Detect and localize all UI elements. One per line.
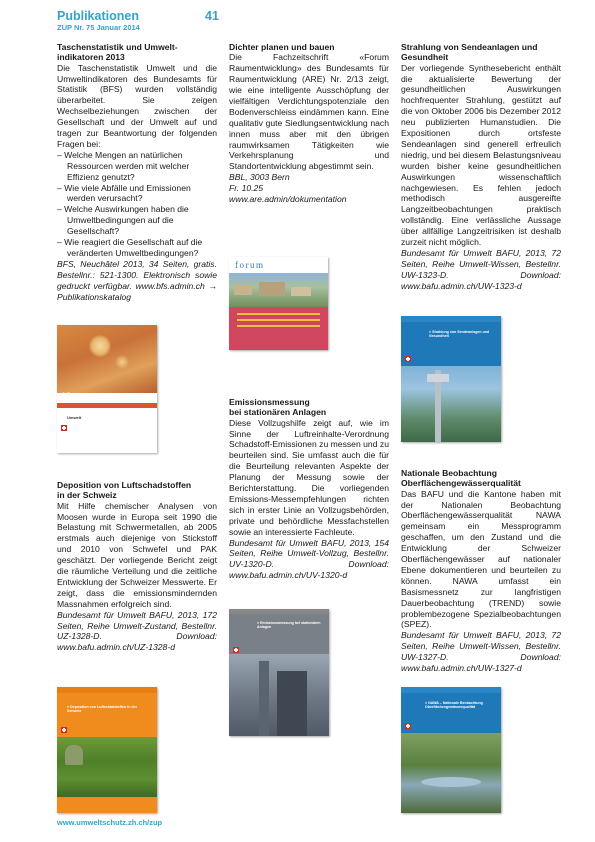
river-shape [421, 777, 481, 787]
swiss-flag-icon [61, 727, 67, 733]
cover-brand: forum [235, 260, 265, 270]
article-meta: BFS, Neuchâtel 2013, 34 Seiten, gratis. Bestellnr.: 521-1300. Elektronisch sowie gedruckt verfügbar. www.bfs.admin.ch → Publikationskatalog [57, 258, 217, 302]
cover-photo [57, 325, 157, 393]
article-meta: Bundesamt für Umwelt BAFU, 2013, 72 Seiten, Reihe Umwelt-Wissen, Bestellnr. UW-1327-D. Download: www.bafu.admin.ch/UW-1327-d [401, 630, 561, 674]
cover-label: Umwelt [67, 415, 82, 420]
article-meta: Bundesamt für Umwelt BAFU, 2013, 72 Seiten, Reihe Umwelt-Wissen, Bestellnr. UW-1323-D. Download: www.bafu.admin.ch/UW-1323-d [401, 248, 561, 291]
cover-title: > Strahlung von Sendeanlagen und Gesundheit [429, 330, 490, 339]
footer-url[interactable]: www.umweltschutz.zh.ch/zup [57, 818, 163, 827]
cover-forum [229, 257, 328, 350]
article-taschenstatistik [57, 42, 217, 303]
antenna-shape [427, 374, 449, 382]
article-body: Der vorliegende Synthesebericht enthält die aktualisierte Bewertung der gesundheitlichen Auswirkungen hochfrequenter Strahlung, gestützt auf die von Oktober 2006 bis Dezember 2012 neu publizierten Humanstudien. Die Expositionen durch ortsfeste Sendeanlagen sind generell erfreulich niedrig, und bei diesem Belastungsniveau wurden bisher keine gesundheitlichen Auswirkungen wissenschaftlich nachgewiesen. Es fehlen jedoch methodisch ausgereifte Langzeitbeobachtungen praktisch vollständig. Eine verlässliche Aussage über allfällige Langzeitrisiken ist deshalb zurzeit nicht möglich. [401, 62, 561, 248]
cover-title: > NAWA – Nationale Beobachtung Oberflächengewässerqualität [425, 701, 483, 710]
cover-title: > Emissionsmessung bei stationären Anlagen [257, 621, 321, 630]
cover-emissionsmessung [229, 609, 329, 736]
issue-label: ZUP Nr. 75 Januar 2014 [57, 23, 140, 32]
article-body: Die Taschenstatistik Umwelt und die Umweltindikatoren des Bundesamts für Statistik (BFS) wurden vollständig überarbeitet. Sie zeigen Wechselbeziehungen zwischen der Gesellschaft und der Umwelt auf und tragen zur Beantwortung der folgenden Fragen bei: [57, 62, 217, 149]
article-body: Mit Hilfe chemischer Analysen von Moosen wurde in Europa seit 1990 die Belastung mit Schwermetallen, ab 2005 erstmals auch diejenige von Stickstoff und 2010 von Schwefel und PAK geschätzt. Der vorliegende Bericht zeigt die räumliche Verteilung und die zeitliche Entwicklung der Schweizer Messwerte. Er zeigt, dass die emissionsmindernden Massnahmen erfolgreich sind. [57, 500, 217, 609]
list-item: – Welche Auswirkungen haben die Umweltbedingungen auf die Gesellschaft? [57, 204, 189, 237]
article-body: Das BAFU und die Kantone haben mit der Nationalen Beobachtung Oberflächengewässerqualität NAWA gemeinsam ein Messprogramm geschaffen, um den Zustand und die Entwicklung der Schweizer Oberflächengewässer auf nationaler Ebene dokumentieren und beurteilen zu können. NAWA umfasst ein Basismessnetz zur langfristigen Dauerbeobachtung (TREND) sowie problembezogene Spezialbeobachtungen (SPEZ). [401, 488, 561, 630]
question-list [57, 150, 217, 259]
article-nawa [401, 468, 561, 674]
cover-topbar [401, 316, 501, 322]
list-item: – Wie viele Abfälle und Emissionen werden verursacht? [57, 182, 191, 204]
list-item: – Welche Mengen an natürlichen Ressourcen werden mit welcher Effizienz genutzt? [57, 149, 190, 182]
article-title: Deposition von Luftschadstoffen in der Schweiz [57, 480, 192, 501]
article-meta: BBL, 3003 Bern Fr. 10.25 www.are.admin/dokumentation [229, 172, 347, 205]
article-title: Dichter planen und bauen [229, 42, 335, 52]
article-emissionsmessung [229, 397, 389, 581]
article-body: Die Fachzeitschrift «Forum Raumentwicklung» des Bundesamts für Raumentwicklung (ARE) Nr. 2/13 zeigt, wie eine intelligente Ausschöpfung der vielfältigen Verdichtungspotenziale den Bodenverschleiss eindämmen kann. Eine qualitativ gute Siedlungsentwicklung nach innen muss aber mit den übrigen raumwirksamen Tätigkeiten wie Verkehrsplanung und Standortentwicklung abgestimmt sein. [229, 52, 389, 172]
article-title: Emissionsmessung bei stationären Anlagen [229, 397, 327, 418]
page-header [57, 9, 357, 32]
building-shape [259, 282, 285, 296]
cover-topbar [57, 687, 157, 693]
list-item: – Wie reagiert die Gesellschaft auf die veränderten Umweltbedingungen? [57, 237, 203, 258]
cover-bfs-taschenstatistik [57, 325, 157, 453]
cover-title: > Deposition von Luftschadstoffen in der Schweiz [67, 705, 137, 714]
swiss-flag-icon [233, 647, 239, 653]
swiss-flag-icon [405, 356, 411, 362]
flower-shape [115, 355, 129, 369]
article-title: Strahlung von Sendeanlagen und Gesundheit [401, 42, 538, 63]
building-shape [234, 285, 252, 295]
chimney-shape [259, 661, 269, 736]
swiss-flag-icon [405, 723, 411, 729]
article-dichter-planen [229, 42, 389, 205]
swiss-flag-icon [61, 425, 67, 431]
article-deposition [57, 480, 217, 653]
cover-line [237, 325, 320, 327]
cover-topbar [401, 687, 501, 693]
section-title: Publikationen [57, 9, 139, 23]
cover-nawa [401, 687, 501, 813]
cover-line [237, 313, 320, 315]
cover-stripe [57, 403, 157, 408]
cover-photo [401, 366, 501, 442]
article-strahlung [401, 42, 561, 292]
article-meta: Bundesamt für Umwelt BAFU, 2013, 172 Seiten, Reihe Umwelt-Zustand, Bestellnr. UZ-1328-D. Download: www.bafu.admin.ch/UZ-1328-d [57, 609, 217, 653]
cover-panel [229, 614, 329, 654]
cover-number: 02 [61, 391, 72, 401]
cover-strahlung [401, 316, 501, 442]
article-title: Nationale Beobachtung Oberflächengewässerqualität [401, 468, 521, 489]
flower-shape [89, 335, 111, 357]
hut-shape [65, 745, 83, 765]
plant-shape [277, 671, 307, 736]
cover-photo [401, 733, 501, 813]
article-title: Taschenstatistik und Umwelt- indikatoren 2013 [57, 42, 178, 63]
article-meta: Bundesamt für Umwelt BAFU, 2013, 154 Seiten, Reihe Umwelt-Vollzug, Bestellnr. UV-1320-D. Download: www.bafu.admin.ch/UV-1320-d [229, 537, 389, 581]
cover-deposition [57, 687, 157, 813]
cover-line [237, 319, 320, 321]
building-shape [291, 287, 311, 296]
article-body: Diese Vollzugshilfe zeigt auf, wie im Sinne der Luftreinhalte-Verordnung Schadstoff-Emissionen zu messen und zu beurteilen sind. Sie umfasst auch die für die Beurteilung relevanten Aspekte der Planung der Messung sowie der Berichterstattung. Die vorliegenden Emissions-Messempfehlungen richten sich in erster Linie an Vollzugsbehörden, private und behördliche Messfachstellen sowie an interessierte Fachleute. [229, 417, 389, 537]
page-number: 41 [205, 9, 219, 23]
